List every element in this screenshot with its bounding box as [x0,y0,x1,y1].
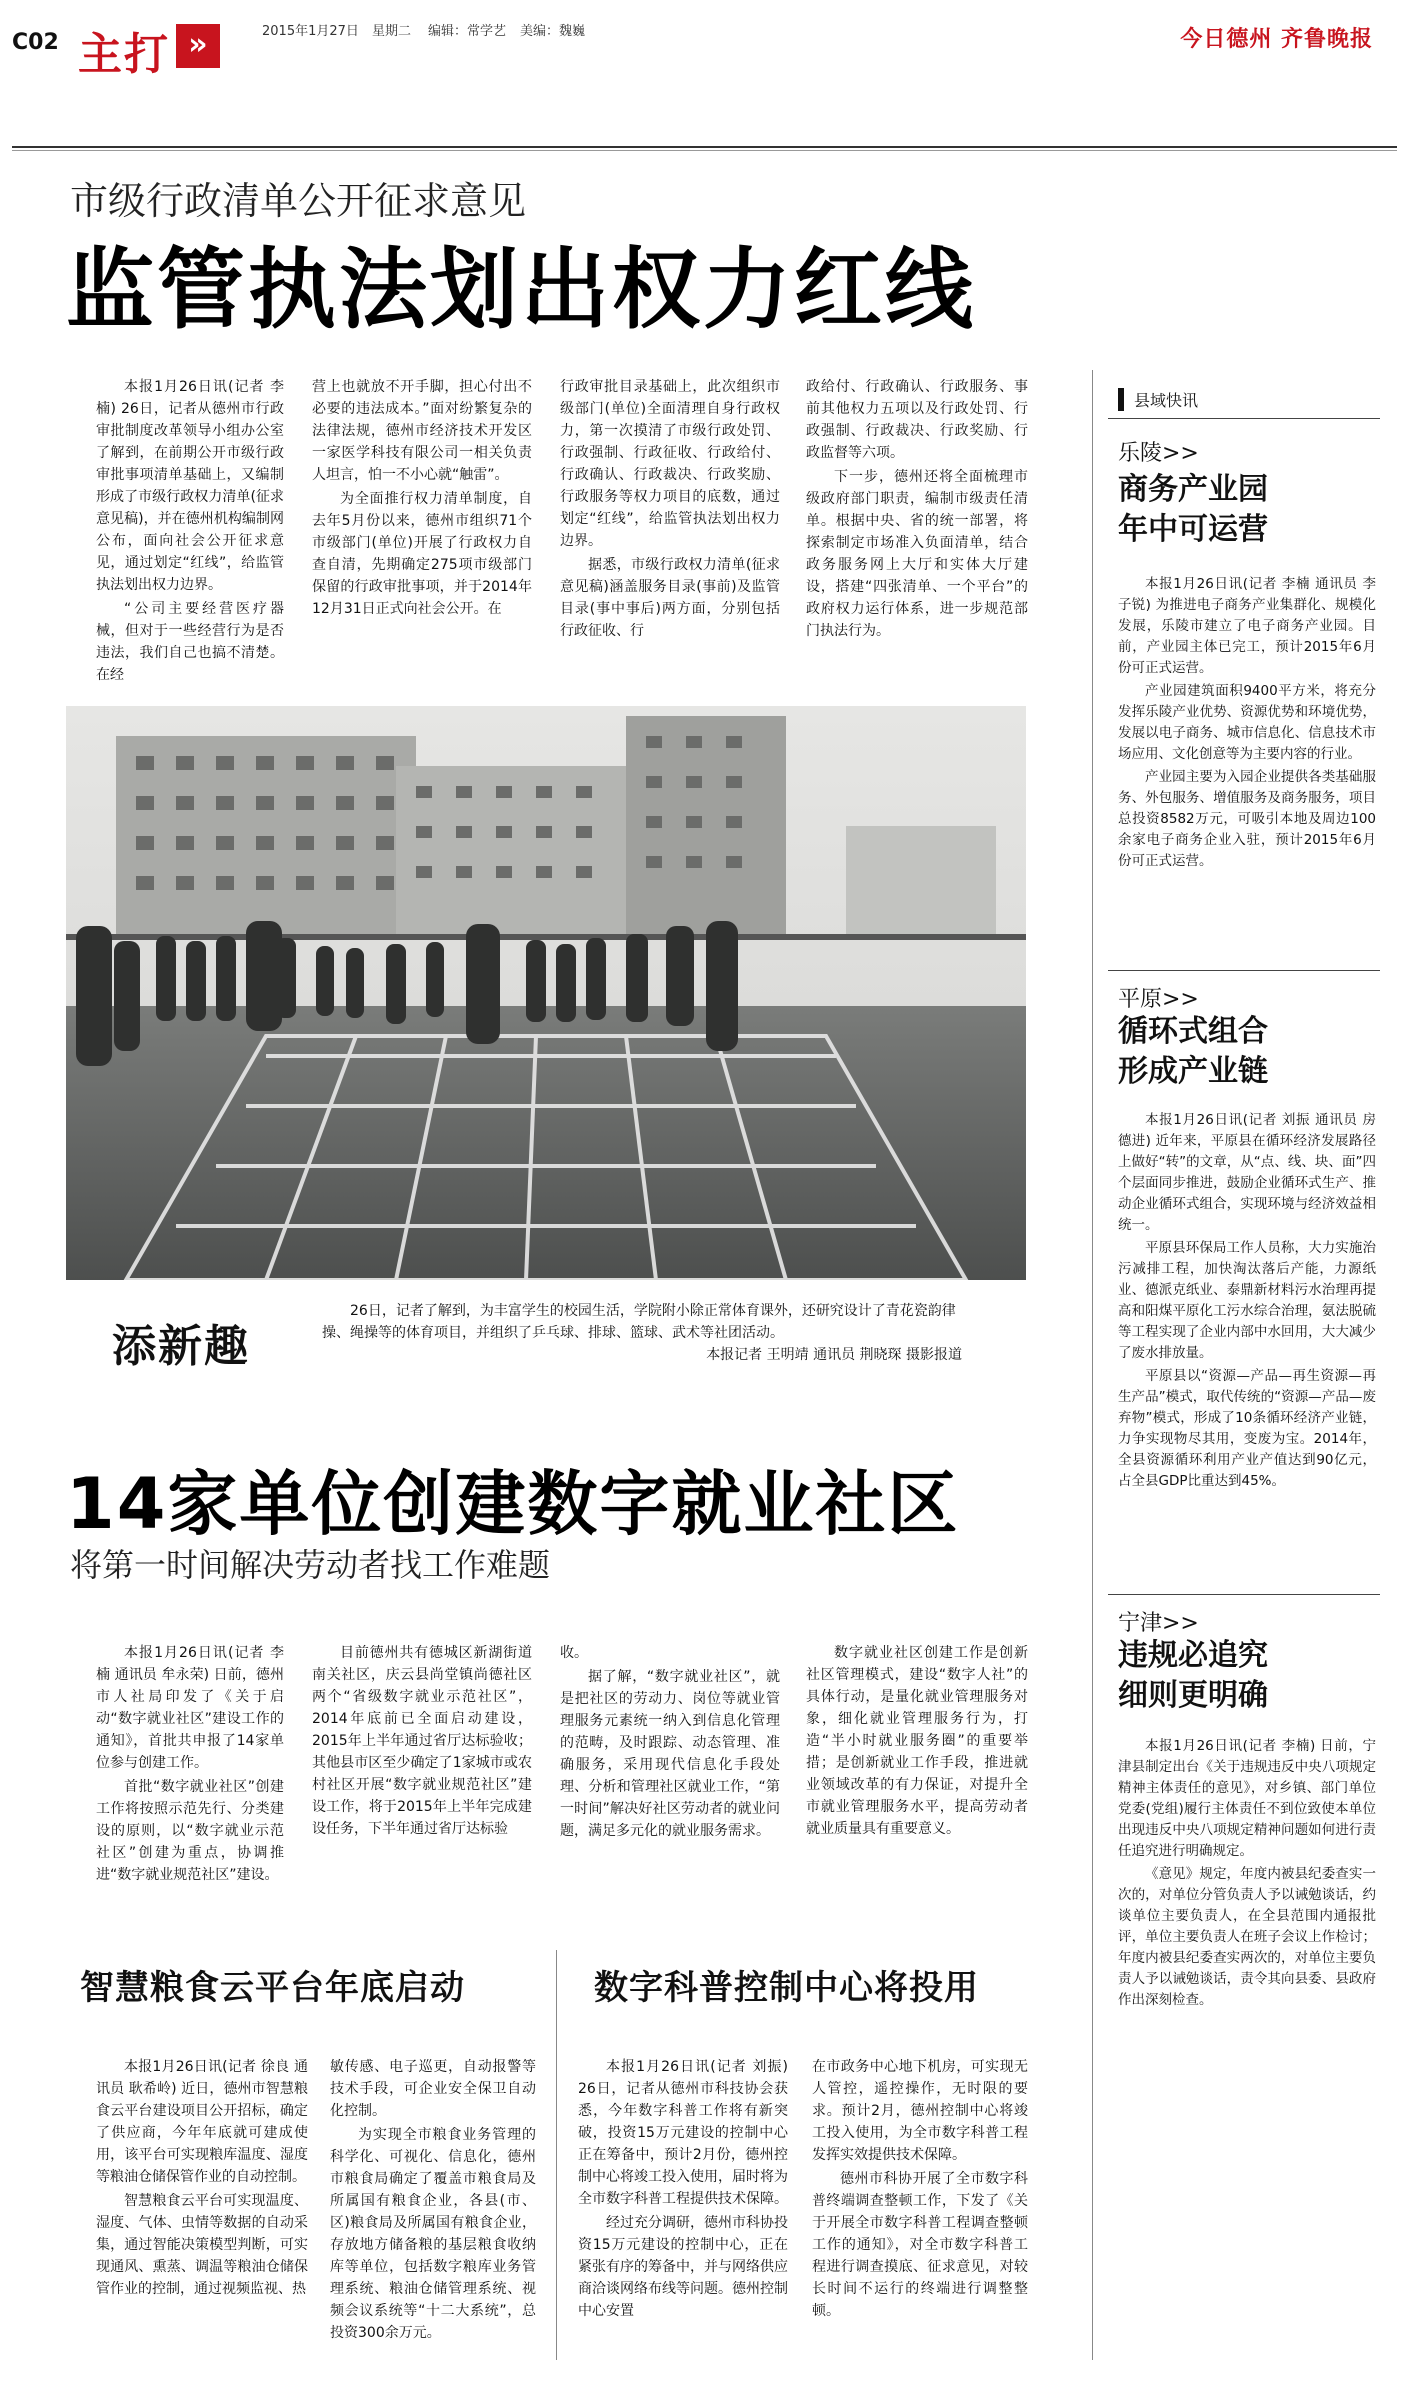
sidebar-rule [1108,970,1380,971]
header-rule-thin [12,150,1397,151]
paragraph: 为全面推行权力清单制度，自去年5月份以来，德州市组织71个市级部门(单位)开展了行政权力自查自清，先期确定275项市级部门保留的行政审批事项，并于2014年12月31日正式向社会公开。在 [312,491,532,617]
editor-credit: 编辑：常学艺 [428,24,507,39]
photo-title: 添新趣 [112,1321,250,1372]
paragraph: 敏传感、电子巡更，自动报警等技术手段，可企业安全保卫自动化控制。 [330,2059,536,2119]
paragraph: 本报1月26日讯(记者 刘振 通讯员 房德进) 近年来，平原县在循环经济发展路径上做好“转”的文章，从“点、线、块、面”四个层面同步推进，鼓励企业循环式生产、推动企业循环式组合，实现环境与经济效益相统一。 [1118,1112,1376,1233]
story3-headline: 智慧粮食云平台年底启动 [80,1968,465,2008]
paragraph: 首批“数字就业社区”创建工作将按照示范先行、分类建设的原则，以“数字就业示范社区”创建为重点，协调推进“数字就业规范社区”建设。 [96,1779,284,1883]
photo-credit: 本报记者 王明靖 通讯员 荆晓琛 摄影报道 [706,1347,962,1363]
sidebar-label: 县域快讯 [1118,388,1198,411]
paragraph: 在市政务中心地下机房，可实现无人管控，遥控操作，无时限的要求。预计2月，德州控制中心将竣工投入使用，为全市数字科普工程发挥实效提供技术保障。 [812,2059,1028,2163]
sidebar-place: 乐陵>> [1118,441,1199,466]
sidebar-headline-line: 形成产业链 [1118,1054,1268,1089]
issue-weekday: 星期二 [372,24,412,39]
story1-column-2 [312,376,532,622]
news-photo [66,706,1026,1280]
paragraph: 下一步，德州还将全面梳理市级政府部门职责，编制市级责任清单。根据中央、省的统一部署，将探索制定市场准入负面清单，结合政务服务网上大厅和实体大厅建设，搭建“四张清单、一个平台”的政府权力运行体系，进一步规范部门执法行为。 [806,469,1028,639]
page-number: C02 [12,30,59,55]
photo-caption-text: 26日，记者了解到，为丰富学生的校园生活，学院附小除正常体育课外，还研究设计了青花瓷韵律操、绳操等的体育项目，并组织了乒乓球、排球、篮球、武术等社团活动。 [322,1303,956,1341]
paragraph: 本报1月26日讯(记者 李楠) 26日，记者从德州市行政审批制度改革领导小组办公室了解到，在前期公开市级行政审批事项清单基础上，又编制形成了市级行政权力清单(征求意见稿)，并在德州机构编制网公布，面向社会公开征求意见，通过划定“红线”，给监管执法划出权力边界。 [96,379,284,593]
sidebar-divider [1092,370,1093,2360]
paragraph: 智慧粮食云平台可实现温度、湿度、气体、虫情等数据的自动采集，通过智能决策模型判断，可实现通风、熏蒸、调温等粮油仓储保管作业的控制，通过视频监视、热 [96,2193,308,2297]
paragraph: 政给付、行政确认、行政服务、事前其他权力五项以及行政处罚、行政强制、行政裁决、行政奖励、行政监督等六项。 [806,379,1028,461]
designer-credit: 美编：魏巍 [520,24,586,39]
paragraph: 《意见》规定，年度内被县纪委查实一次的，对单位分管负责人予以诫勉谈话，约谈单位主要负责人，在全县范围内通报批评，单位主要负责人在班子会议上作检讨；年度内被县纪委查实两次的，对单位主要负责人予以诫勉谈话，责令其向县委、县政府作出深刻检查。 [1118,1866,1376,2008]
paragraph: 产业园建筑面积9400平方米，将充分发挥乐陵产业优势、资源优势和环境优势，发展以电子商务、城市信息化、信息技术市场应用、文化创意等为主要内容的行业。 [1118,683,1376,762]
story1-column-1 [96,376,284,688]
paragraph: 本报1月26日讯(记者 李楠) 日前，宁津县制定出台《关于违规违反中央八项规定精神主体责任的意见》，对乡镇、部门单位党委(党组)履行主体责任不到位致使本单位出现违反中央八项规定精神问题如何进行责任追究进行明确规定。 [1118,1738,1376,1859]
paragraph: 本报1月26日讯(记者 徐良 通讯员 耿希岭) 近日，德州市智慧粮食云平台建设项目公开招标，确定了供应商，今年年底就可建成使用，该平台可实现粮库温度、湿度等粮油仓储保管作业的自动控制。 [96,2059,308,2185]
paragraph: 经过充分调研，德州市科协投资15万元建设的控制中心，正在紧张有序的筹备中，并与网络供应商洽谈网络布线等问题。德州控制中心安置 [578,2215,788,2319]
sidebar-rule [1108,418,1380,419]
story1-headline: 监管执法划出权力红线 [66,238,977,341]
paragraph: 目前德州共有德城区新湖街道南关社区，庆云县尚堂镇尚德社区两个“省级数字就业示范社区”，2014年底前已全面启动建设，2015年上半年通过省厅达标验收；其他县市区至少确定了1家城市或农村社区开展“数字就业规范社区”建设工作，将于2015年上半年完成建设任务，下半年通过省厅达标验 [312,1645,532,1837]
paragraph: 收。 [560,1645,588,1661]
sidebar-headline-line: 年中可运营 [1118,512,1268,547]
story2-column-4 [806,1642,1028,1842]
paragraph: 平原县环保局工作人员称，大力实施治污减排工程，加快淘汰落后产能，力源纸业、德派克纸业、泰鼎新材料污水治理再提高和阳煤平原化工污水综合治理，氨法脱硫等工程实现了企业内部中水回用，大大减少了废水排放量。 [1118,1240,1376,1361]
story4-column-1 [578,2056,788,2324]
paragraph: 为实现全市粮食业务管理的科学化、可视化、信息化，德州市粮食局确定了覆盖市粮食局及所属国有粮食企业，各县(市、区)粮食局及所属国有粮食企业，存放地方储备粮的基层粮食收纳库等单位，包括数字粮库业务管理系统、粮油仓储管理系统、视频会议系统等“十二大系统”，总投资300余万元。 [330,2127,536,2341]
sidebar-headline-line: 细则更明确 [1118,1678,1268,1713]
paragraph: “公司主要经营医疗器械，但对于一些经营行为是否违法，我们自己也搞不清楚。在经 [96,601,284,683]
story2-column-2 [312,1642,532,1842]
sidebar-place: 平原>> [1118,987,1199,1012]
newspaper-brand: 今日德州 齐鲁晚报 [1180,27,1373,52]
header-rule [12,146,1397,148]
section-title: 主打 [78,29,170,80]
column-divider [556,1950,557,2360]
sidebar-rule [1108,1594,1380,1595]
story3-column-2 [330,2056,536,2346]
sidebar-item-text [1118,1110,1376,1494]
sidebar-headline [1118,1012,1268,1092]
paragraph: 营上也就放不开手脚，担心付出不必要的违法成本。”面对纷繁复杂的法律法规，德州市经济技术开发区一家医学科技有限公司一相关负责人坦言，怕一不小心就“触雷”。 [312,379,532,483]
story3-column-1 [96,2056,308,2302]
story1-column-3 [560,376,780,644]
story4-column-2 [812,2056,1028,2324]
story1-kicker: 市级行政清单公开征求意见 [70,179,527,223]
sidebar-item-text [1118,574,1376,874]
sidebar-headline-line: 违规必追究 [1118,1638,1268,1673]
story2-headline: 14家单位创建数字就业社区 [66,1463,960,1545]
sidebar-item-text [1118,1736,1376,2013]
paragraph: 数字就业社区创建工作是创新社区管理模式，建设“数字人社”的具体行动，是量化就业管理服务对象，细化就业管理服务行为，打造“半小时就业服务圈”的重要举措；是创新就业工作手段，推进就业领域改革的有力保证，对提升全市就业管理服务水平，提高劳动者就业质量具有重要意义。 [806,1645,1028,1837]
sidebar-place: 宁津>> [1118,1611,1199,1636]
sidebar-headline [1118,1636,1268,1716]
sidebar-headline-line: 循环式组合 [1118,1014,1268,1049]
story4-headline: 数字科普控制中心将投用 [594,1968,979,2008]
section-arrow-icon: » [176,24,220,68]
paragraph: 德州市科协开展了全市数字科普终端调查整顿工作，下发了《关于开展全市数字科普工程调查整顿工作的通知》，对全市数字科普工程进行调查摸底、征求意见，对较长时间不运行的终端进行调整整顿。 [812,2171,1028,2319]
paragraph: 本报1月26日讯(记者 李楠 通讯员 李子锐) 为推进电子商务产业集群化、规模化发展，乐陵市建立了电子商务产业园。目前，产业园主体已完工，预计2015年6月份可正式运营。 [1118,576,1376,676]
paragraph: 产业园主要为入园企业提供各类基础服务、外包服务、增值服务及商务服务，项目总投资8582万元，可吸引本地及周边100余家电子商务企业入驻，预计2015年6月份可正式运营。 [1118,769,1376,869]
sidebar-headline [1118,470,1268,550]
issue-date: 2015年1月27日 [262,24,359,39]
schoolyard-photo-illustration [66,706,1026,1280]
paragraph: 据了解，“数字就业社区”，就是把社区的劳动力、岗位等就业管理服务元素统一纳入到信息化管理的范畴，及时跟踪、动态管理、准确服务，采用现代信息化手段处理、分析和管理社区就业工作，“第一时间”解决好社区劳动者的就业问题，满足多元化的就业服务需求。 [560,1669,780,1839]
paragraph: 本报1月26日讯(记者 刘振) 26日，记者从德州市科技协会获悉，今年数字科普工作将有新突破，投资15万元建设的控制中心正在筹备中，预计2月份，德州控制中心将竣工投入使用，届时将为全市数字科普工程提供技术保障。 [578,2059,788,2207]
paragraph: 本报1月26日讯(记者 李楠 通讯员 牟永荣) 日前，德州市人社局印发了《关于启动“数字就业社区”建设工作的通知》，首批共申报了14家单位参与创建工作。 [96,1645,284,1771]
story2-column-1 [96,1642,284,1888]
photo-caption [322,1300,982,1366]
sidebar-headline-line: 商务产业园 [1118,472,1268,507]
story1-column-4 [806,376,1028,644]
story2-kicker: 将第一时间解决劳动者找工作难题 [70,1546,551,1584]
paragraph: 据悉，市级行政权力清单(征求意见稿)涵盖服务目录(事前)及监管目录(事中事后)两方面，分别包括行政征收、行 [560,557,780,639]
story2-column-3 [560,1642,780,1844]
paragraph: 行政审批目录基础上，此次组织市级部门(单位)全面清理自身行政权力，第一次摸清了市级行政处罚、行政强制、行政征收、行政给付、行政确认、行政裁决、行政奖励、行政服务等权力项目的底数，通过划定“红线”，给监管执法划出权力边界。 [560,379,780,549]
paragraph: 平原县以“资源—产品—再生资源—再生产品”模式，取代传统的“资源—产品—废弃物”模式，形成了10条循环经济产业链，力争实现物尽其用，变废为宝。2014年，全县资源循环利用产业产值达到90亿元，占全县GDP比重达到45%。 [1118,1368,1376,1489]
